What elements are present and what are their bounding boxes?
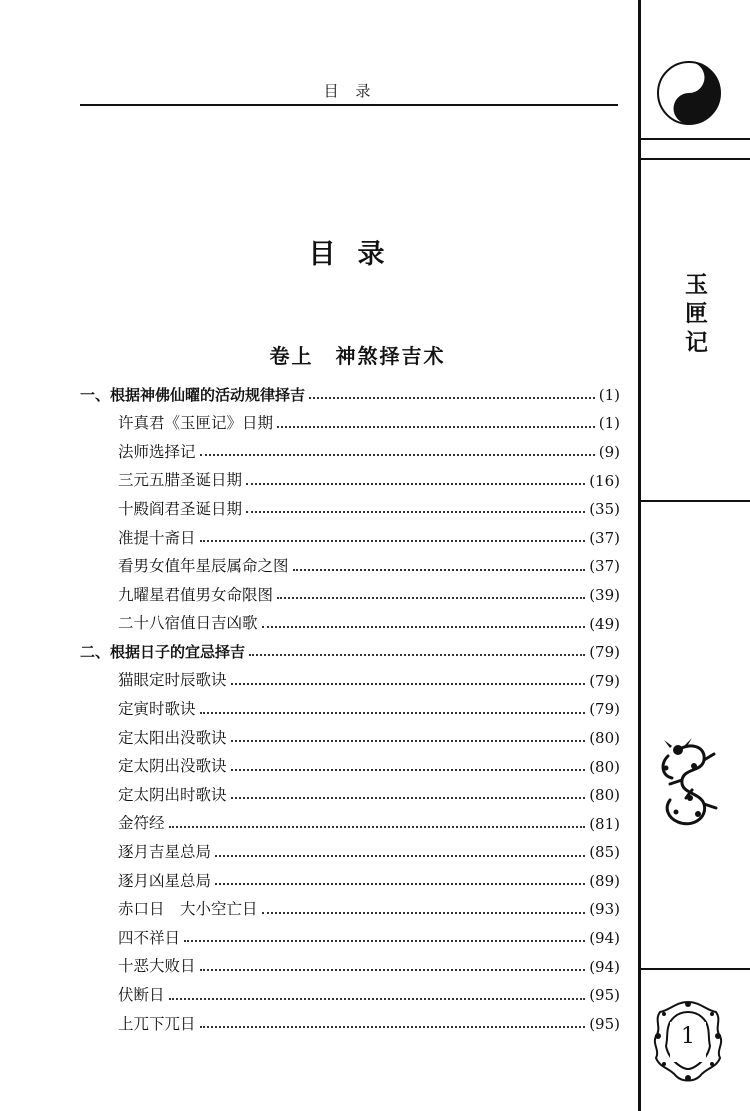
- toc-entry-row: [80, 667, 620, 696]
- toc-label: 三元五腊圣诞日期: [118, 471, 243, 490]
- toc-label: 金符经: [118, 814, 165, 833]
- toc-label: 伏断日: [118, 986, 165, 1005]
- toc-leader-dots: [184, 931, 585, 947]
- toc-page-number: (94): [589, 957, 620, 976]
- toc-page-number: (1): [598, 385, 620, 404]
- toc-entry-row: [80, 953, 620, 982]
- toc-leader-dots: [200, 1017, 586, 1033]
- toc-leader-dots: [231, 788, 586, 804]
- toc-page-number: (9): [598, 442, 620, 461]
- toc-label: 十恶大败日: [118, 957, 196, 976]
- toc-entry-row: [80, 610, 620, 639]
- toc-entry-row: [80, 495, 620, 524]
- margin-rule: [641, 158, 750, 160]
- toc-page-number: (79): [589, 700, 620, 719]
- toc-label: 逐月凶星总局: [118, 871, 212, 890]
- toc-page-number: (94): [589, 929, 620, 948]
- toc-page-number: (89): [589, 871, 620, 890]
- toc-leader-dots: [249, 645, 585, 660]
- toc-entry-row: [80, 467, 620, 496]
- toc-page-number: (85): [589, 843, 620, 862]
- toc-label: 九曜星君值男女命限图: [118, 585, 274, 604]
- header-rule: [80, 104, 618, 106]
- toc-page-number: (79): [589, 643, 620, 662]
- toc-entry-row: [80, 753, 620, 782]
- book-title: 玉匣记: [681, 272, 707, 359]
- toc-entry-row: [80, 553, 620, 582]
- toc-label: 看男女值年星辰属命之图: [118, 557, 289, 576]
- toc-section-row: [80, 638, 620, 667]
- toc-leader-dots: [200, 531, 586, 547]
- toc-entry-row: [80, 410, 620, 439]
- page-number: 1: [681, 1024, 695, 1049]
- volume-title: 卷上 神煞择吉术: [269, 344, 446, 368]
- toc-label: 定太阳出没歌诀: [118, 728, 227, 747]
- toc-entry-row: [80, 924, 620, 953]
- toc-label: 定太阴出时歌诀: [118, 785, 227, 804]
- toc-label: 法师选择记: [118, 442, 196, 461]
- toc-entry-row: [80, 1010, 620, 1039]
- toc-page-number: (80): [589, 786, 620, 805]
- toc-section-row: [80, 381, 620, 410]
- toc-leader-dots: [246, 473, 585, 489]
- toc-page-number: (95): [589, 986, 620, 1005]
- margin-rule: [641, 138, 750, 140]
- toc-leader-dots: [200, 445, 595, 461]
- toc-label: 定寅时歌诀: [118, 700, 196, 719]
- toc-leader-dots: [231, 673, 586, 689]
- toc-page-number: (93): [589, 900, 620, 919]
- toc-leader-dots: [277, 416, 595, 432]
- toc-leader-dots: [169, 988, 586, 1004]
- toc-label: 二、根据日子的宜忌择吉: [80, 643, 246, 662]
- toc-leader-dots: [246, 502, 585, 518]
- toc-label: 猫眼定时辰歌诀: [118, 671, 227, 690]
- toc-entry-row: [80, 581, 620, 610]
- toc-label: 上兀下兀日: [118, 1014, 196, 1033]
- toc-page-number: (95): [589, 1014, 620, 1033]
- toc-leader-dots: [231, 759, 586, 775]
- toc-leader-dots: [231, 731, 586, 747]
- toc-leader-dots: [277, 588, 585, 604]
- margin-rule: [641, 968, 750, 970]
- toc-label: 二十八宿值日吉凶歌: [118, 614, 258, 633]
- toc-entry-row: [80, 438, 620, 467]
- running-header-text: 目 录: [323, 82, 377, 100]
- toc-label: 赤口日 大小空亡日: [118, 900, 258, 919]
- toc-page-number: (49): [589, 614, 620, 633]
- toc-page-number: (80): [589, 757, 620, 776]
- margin-vertical-rule: [638, 0, 641, 1111]
- toc-label: 十殿阎君圣诞日期: [118, 499, 243, 518]
- toc-entry-row: [80, 867, 620, 896]
- toc-label: 一、根据神佛仙曜的活动规律择吉: [80, 385, 306, 404]
- toc-page-number: (1): [598, 414, 620, 433]
- toc-leader-dots: [169, 816, 586, 832]
- toc-label: 定太阴出没歌诀: [118, 757, 227, 776]
- toc-page-number: (35): [589, 500, 620, 519]
- toc-leader-dots: [309, 388, 595, 403]
- toc-page-number: (80): [589, 728, 620, 747]
- toc-label: 四不祥日: [118, 928, 181, 947]
- toc-entry-row: [80, 981, 620, 1010]
- toc-page-number: (37): [589, 557, 620, 576]
- toc-entry-row: [80, 896, 620, 925]
- toc-page-number: (39): [589, 585, 620, 604]
- toc-entry-row: [80, 524, 620, 553]
- toc-page-number: (79): [589, 671, 620, 690]
- toc-entry-row: [80, 781, 620, 810]
- dragon-icon: [648, 738, 724, 834]
- toc-entry-row: [80, 839, 620, 868]
- toc-entry-row: [80, 696, 620, 725]
- margin-rule: [641, 500, 750, 502]
- toc-label: 逐月吉星总局: [118, 843, 212, 862]
- toc-leader-dots: [215, 845, 585, 861]
- toc-leader-dots: [293, 559, 586, 575]
- toc-entry-row: [80, 724, 620, 753]
- table-of-contents: [80, 381, 620, 1039]
- toc-leader-dots: [215, 874, 585, 890]
- toc-page-number: (81): [589, 814, 620, 833]
- toc-leader-dots: [200, 702, 586, 718]
- yin-yang-icon: [656, 60, 722, 126]
- toc-leader-dots: [262, 902, 586, 918]
- toc-label: 准提十斋日: [118, 528, 196, 547]
- page-title: 目录: [308, 239, 407, 270]
- toc-page-number: (16): [589, 471, 620, 490]
- toc-label: 许真君《玉匣记》日期: [118, 414, 274, 433]
- toc-entry-row: [80, 810, 620, 839]
- toc-leader-dots: [200, 959, 586, 975]
- toc-page-number: (37): [589, 528, 620, 547]
- toc-leader-dots: [262, 616, 586, 632]
